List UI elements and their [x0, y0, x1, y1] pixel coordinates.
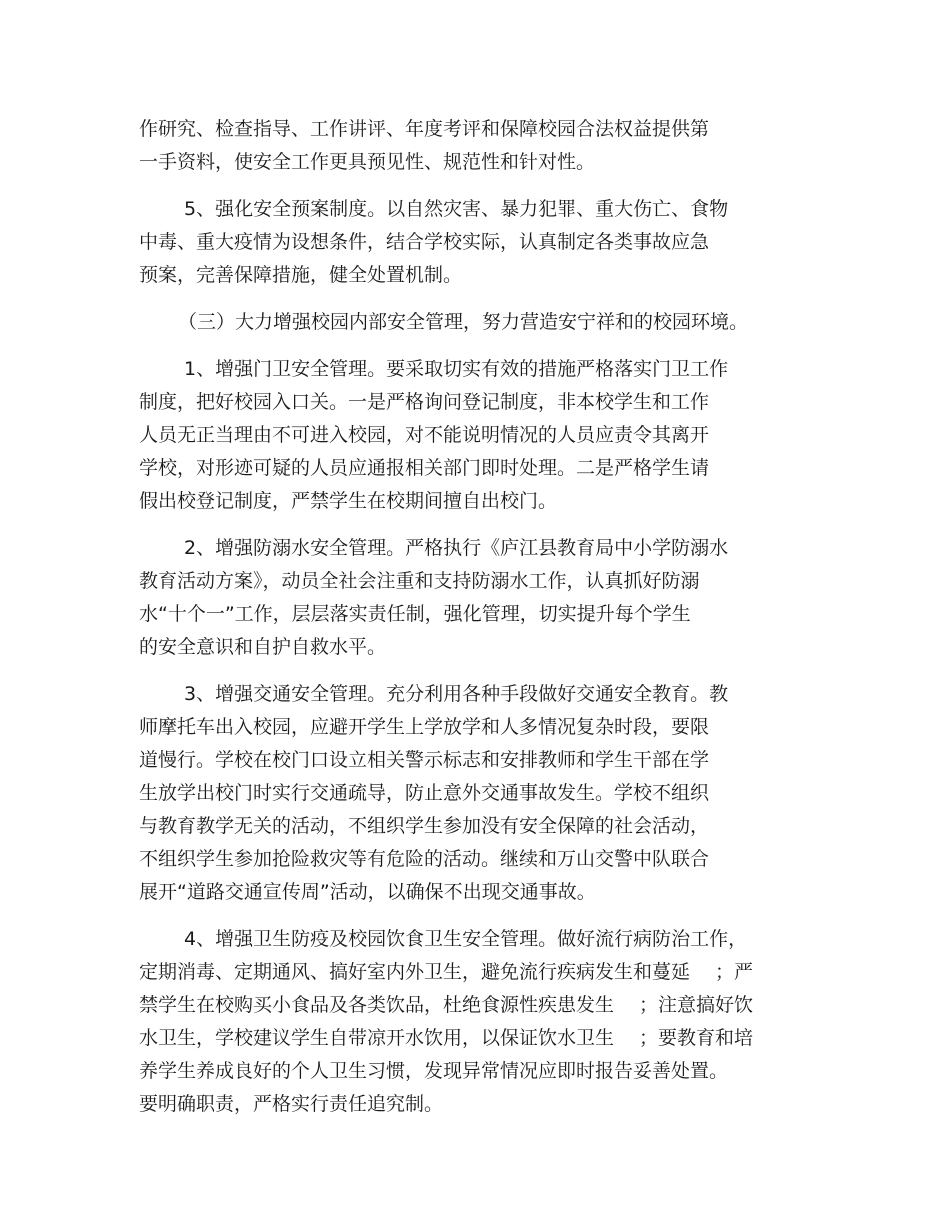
paragraph-line: 师摩托车出入校园，应避开学生上学放学和人多情况复杂时段，要限: [139, 716, 710, 738]
paragraph-line: 人员无正当理由不可进入校园，对不能说明情况的人员应责令其离开: [139, 424, 710, 446]
paragraph-line: 1、增强门卫安全管理。要采取切实有效的措施严格落实门卫工作: [184, 358, 729, 380]
paragraph-line: 4、增强卫生防疫及校园饮食卫生安全管理。做好流行病防治工作，: [184, 928, 748, 950]
paragraph-line: 与教育教学无关的活动，不组织学生参加没有安全保障的社会活动，: [139, 815, 710, 837]
paragraph-line: 假出校登记制度，严禁学生在校期间擅自出校门。: [139, 490, 558, 512]
paragraph-line: 预案，完善保障措施，健全处置机制。: [139, 264, 463, 286]
paragraph-line: 制度，把好校园入口关。一是严格询问登记制度，非本校学生和工作: [139, 391, 710, 413]
paragraph-line: 定期消毒、定期通风、搞好室内外卫生，避免流行疾病发生和蔓延 ；严: [139, 961, 754, 983]
paragraph-line: 生放学出校门时实行交通疏导，防止意外交通事故发生。学校不组织: [139, 782, 710, 804]
paragraph-line: 要明确职责，严格实行责任追究制。: [139, 1093, 444, 1115]
paragraph-line: 的安全意识和自护自救水平。: [139, 636, 387, 658]
paragraph-line: 3、增强交通安全管理。充分利用各种手段做好交通安全教育。教: [184, 683, 729, 705]
paragraph-line: 养学生养成良好的个人卫生习惯，发现异常情况应即时报告妥善处置。: [139, 1060, 729, 1082]
paragraph-line: 作研究、检查指导、工作讲评、年度考评和保障校园合法权益提供第: [139, 118, 710, 140]
paragraph-line: 学校，对形迹可疑的人员应通报相关部门即时处理。二是严格学生请: [139, 457, 710, 479]
paragraph-line: 中毒、重大疫情为设想条件，结合学校实际，认真制定各类事故应急: [139, 231, 710, 253]
paragraph-line: 5、强化安全预案制度。以自然灾害、暴力犯罪、重大伤亡、食物: [184, 198, 729, 220]
paragraph-line: 水“十个一”工作，层层落实责任制，强化管理，切实提升每个学生: [139, 603, 691, 625]
paragraph-line: 教育活动方案》，动员全社会注重和支持防溺水工作，认真抓好防溺: [139, 570, 700, 592]
paragraph-line: 禁学生在校购买小食品及各类饮品，杜绝食源性疾患发生 ；注意搞好饮: [139, 994, 754, 1016]
paragraph-line: 一手资料，使安全工作更具预见性、规范性和针对性。: [139, 151, 596, 173]
paragraph-line: 2、增强防溺水安全管理。严格执行《庐江县教育局中小学防溺水: [184, 537, 729, 559]
paragraph-line: 不组织学生参加抢险救灾等有危险的活动。继续和万山交警中队联合: [139, 848, 710, 870]
paragraph-line: （三）大力增强校园内部安全管理，努力营造安宁祥和的校园环境。: [178, 311, 749, 333]
paragraph-line: 水卫生，学校建议学生自带凉开水饮用，以保证饮水卫生 ；要教育和培: [139, 1027, 754, 1049]
paragraph-line: 展开“道路交通宣传周”活动，以确保不出现交通事故。: [139, 881, 596, 903]
paragraph-line: 道慢行。学校在校门口设立相关警示标志和安排教师和学生干部在学: [139, 749, 710, 771]
